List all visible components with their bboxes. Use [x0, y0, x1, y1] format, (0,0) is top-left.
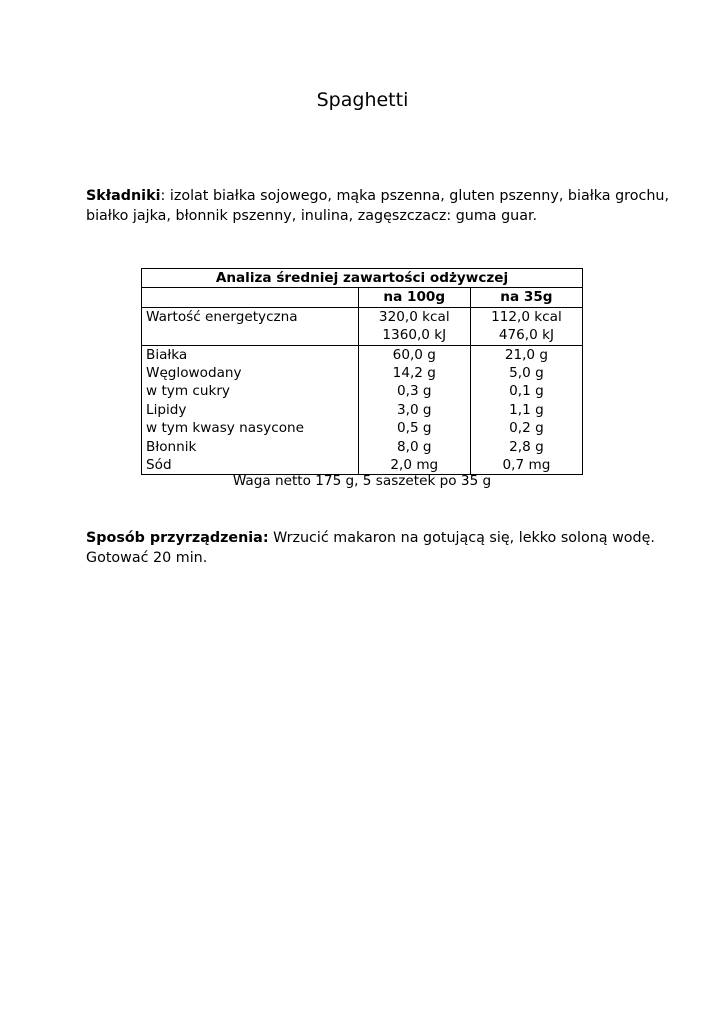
nutrient-per-35g: 1,1 g: [470, 401, 582, 419]
energy-per-100g-kj: 1360,0 kJ: [382, 327, 447, 344]
nutrient-per-100g: 3,0 g: [358, 401, 470, 419]
ingredients-text-2: białko jajka, błonnik pszenny, inulina, zagęszczacz: guma guar.: [86, 208, 538, 224]
table-row-energy: [142, 307, 583, 345]
nutrient-per-100g: 0,3 g: [358, 382, 470, 400]
preparation-label: Sposób przyrządzenia:: [86, 530, 269, 546]
preparation-line-1: [86, 528, 655, 548]
ingredients-text-1: : izolat białka sojowego, mąka pszenna, gluten pszenny, białka grochu,: [160, 188, 670, 204]
nutrient-per-35g: 2,8 g: [470, 438, 582, 456]
column-header-nutrient: [142, 288, 359, 307]
energy-per-35g: [470, 307, 582, 345]
preparation-text-2: Gotować 20 min.: [86, 550, 208, 566]
energy-label: Wartość energetyczna: [142, 307, 359, 345]
table-row: [142, 419, 583, 437]
nutrient-label: Lipidy: [142, 401, 359, 419]
energy-per-100g: [358, 307, 470, 345]
nutrient-per-35g: 21,0 g: [470, 345, 582, 364]
energy-per-35g-kj: 476,0 kJ: [498, 327, 554, 344]
nutrient-per-100g: 14,2 g: [358, 364, 470, 382]
nutrient-per-35g: 0,1 g: [470, 382, 582, 400]
table-row: [142, 345, 583, 364]
net-weight-note: Waga netto 175 g, 5 saszetek po 35 g: [232, 473, 492, 489]
nutrient-label: w tym kwasy nasycone: [142, 419, 359, 437]
nutrient-per-100g: 2,0 mg: [358, 456, 470, 475]
nutrient-label: w tym cukry: [142, 382, 359, 400]
nutrition-table-title-row: [142, 269, 583, 288]
nutrient-label: Błonnik: [142, 438, 359, 456]
nutrition-table-title: Analiza średniej zawartości odżywczej: [142, 269, 583, 288]
nutrient-per-35g: 5,0 g: [470, 364, 582, 382]
table-row: [142, 364, 583, 382]
table-row: [142, 382, 583, 400]
nutrient-per-35g: 0,7 mg: [470, 456, 582, 475]
table-row: [142, 438, 583, 456]
nutrient-per-100g: 0,5 g: [358, 419, 470, 437]
energy-per-35g-kcal: 112,0 kcal: [491, 308, 562, 325]
preparation-text-1: Wrzucić makaron na gotującą się, lekko soloną wodę.: [268, 530, 655, 546]
nutrient-per-35g: 0,2 g: [470, 419, 582, 437]
ingredients-line-1: [86, 186, 670, 206]
nutrition-table: [141, 268, 583, 475]
ingredients-section: [86, 186, 670, 226]
column-header-per-100g: na 100g: [358, 288, 470, 307]
nutrient-label: Węglowodany: [142, 364, 359, 382]
nutrient-label: Białka: [142, 345, 359, 364]
table-row: [142, 401, 583, 419]
nutrient-label: Sód: [142, 456, 359, 475]
energy-per-100g-kcal: 320,0 kcal: [378, 308, 450, 325]
nutrient-per-100g: 8,0 g: [358, 438, 470, 456]
nutrient-per-100g: 60,0 g: [358, 345, 470, 364]
column-header-per-35g: na 35g: [470, 288, 582, 307]
preparation-section: [86, 528, 655, 568]
nutrition-table-header-row: [142, 288, 583, 307]
ingredients-label: Składniki: [86, 188, 161, 204]
page-title: Spaghetti: [316, 89, 409, 111]
